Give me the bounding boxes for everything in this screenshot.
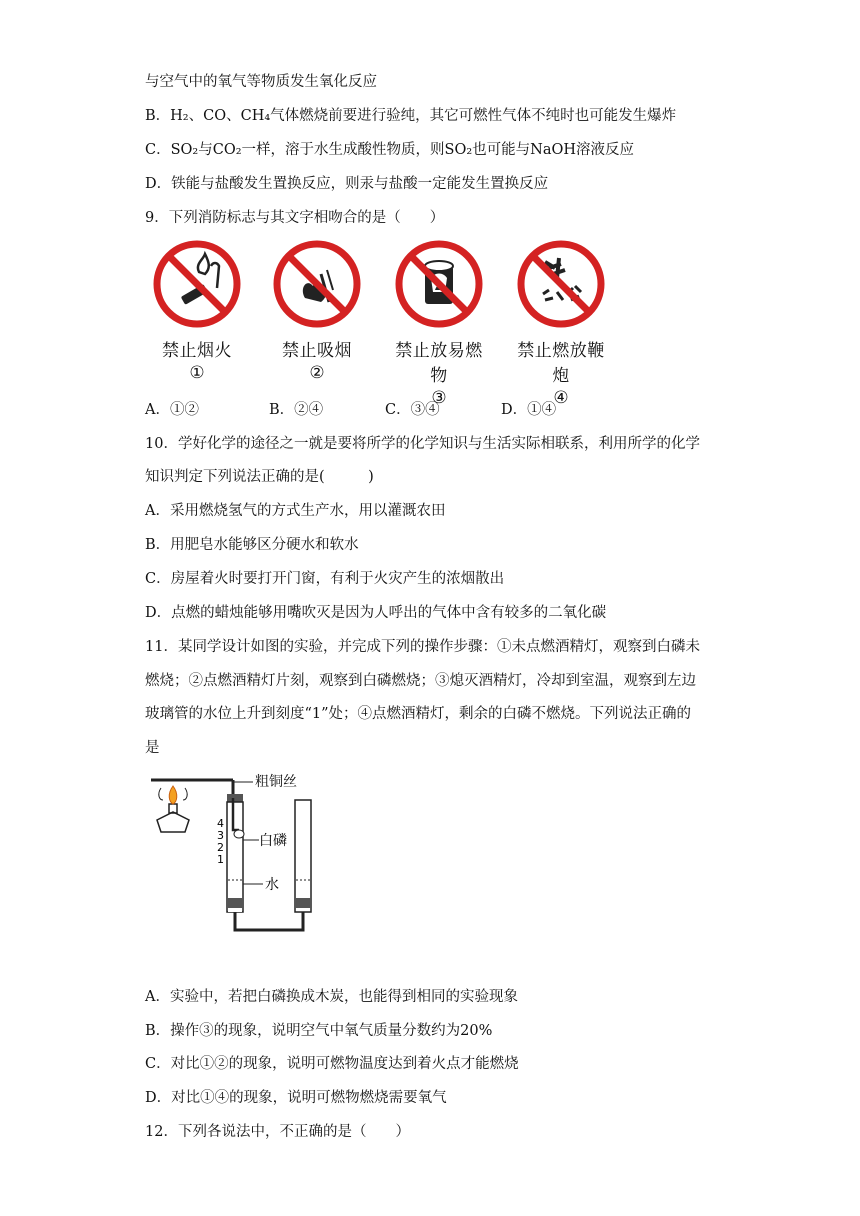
q9-option-c: C．③④ xyxy=(385,402,440,418)
water-label: 水 xyxy=(265,877,279,893)
sign-number: ① xyxy=(189,363,205,383)
q8-option-b: B．H₂、CO、CH₄气体燃烧前要进行验纯，其它可燃性气体不纯时也可能发生爆炸 xyxy=(145,108,677,124)
q9-stem: 9．下列消防标志与其文字相吻合的是（ ） xyxy=(145,210,445,226)
q11-option-d: D．对比①④的现象，说明可燃物燃烧需要氧气 xyxy=(145,1090,447,1106)
scale-mark: 1 xyxy=(217,853,224,866)
wire-label: 粗铜丝 xyxy=(255,774,297,790)
q10-option-a: A．采用燃烧氢气的方式生产水，用以灌溉农田 xyxy=(145,503,446,519)
scale-mark: 3 xyxy=(217,829,224,842)
q11-option-a: A．实验中，若把白磷换成木炭，也能得到相同的实验现象 xyxy=(145,989,518,1005)
q11-option-b: B．操作③的现象，说明空气中氧气质量分数约为20% xyxy=(145,1023,493,1039)
sign-no-flammables xyxy=(389,238,489,408)
q11-stem-line1: 11．某同学设计如图的实验，并完成下列的操作步骤：①未点燃酒精灯，观察到白磷未 xyxy=(145,639,700,655)
no-smoking-sign-icon xyxy=(271,238,363,330)
sign-number: ③ xyxy=(431,388,447,408)
fire-safety-signs xyxy=(147,238,607,408)
q10-option-d: D．点燃的蜡烛能够用嘴吹灭是因为人呼出的气体中含有较多的二氧化碳 xyxy=(145,605,607,621)
q12-stem: 12．下列各说法中，不正确的是（ ） xyxy=(145,1124,410,1140)
sign-no-firecrackers xyxy=(511,238,611,408)
q8-option-d: D．铁能与盐酸发生置换反应，则汞与盐酸一定能发生置换反应 xyxy=(145,176,549,192)
right-glass-tube xyxy=(295,800,311,912)
rubber-connector-tube xyxy=(235,912,303,930)
sign-no-smoking xyxy=(267,238,367,383)
q11-stem-line3: 玻璃管的水位上升到刻度“1”处；④点燃酒精灯，剩余的白磷不燃烧。下列说法正确的 xyxy=(145,706,692,722)
scale-mark: 2 xyxy=(217,841,224,854)
sign-label: 禁止吸烟 xyxy=(282,341,352,361)
q8-continued-text: 与空气中的氧气等物质发生氧化反应 xyxy=(145,74,377,90)
q10-option-c: C．房屋着火时要打开门窗，有利于火灾产生的浓烟散出 xyxy=(145,571,505,587)
q9-option-d: D．①④ xyxy=(501,402,557,418)
sign-label: 禁止燃放鞭炮 xyxy=(517,341,605,386)
sign-label: 禁止烟火 xyxy=(162,341,232,361)
alcohol-lamp-icon xyxy=(157,786,189,832)
no-firecrackers-sign-icon xyxy=(515,238,607,330)
q10-stem-line1: 10．学好化学的途径之一就是要将所学的化学知识与生活实际相联系，利用所学的化学 xyxy=(145,436,700,452)
no-flammables-sign-icon xyxy=(393,238,485,330)
q9-option-b: B．②④ xyxy=(269,402,324,418)
q10-stem-line2: 知识判定下列说法正确的是( ) xyxy=(145,469,374,485)
q11-option-c: C．对比①②的现象，说明可燃物温度达到着火点才能燃烧 xyxy=(145,1056,519,1072)
q8-option-c: C．SO₂与CO₂一样，溶于水生成酸性物质，则SO₂也可能与NaOH溶液反应 xyxy=(145,142,635,158)
no-fire-sign-icon xyxy=(151,238,243,330)
sign-label: 禁止放易燃物 xyxy=(395,341,483,386)
q9-option-a: A．①② xyxy=(145,402,199,418)
q11-apparatus-figure xyxy=(147,770,347,940)
sign-number: ④ xyxy=(553,388,569,408)
sign-number: ② xyxy=(309,363,325,383)
left-glass-tube xyxy=(227,794,244,912)
q11-stem-line2: 燃烧；②点燃酒精灯片刻，观察到白磷燃烧；③熄灭酒精灯，冷却到室温，观察到左边 xyxy=(145,673,696,689)
q10-option-b: B．用肥皂水能够区分硬水和软水 xyxy=(145,537,359,553)
sign-no-fire xyxy=(147,238,247,383)
scale-mark: 4 xyxy=(217,817,224,830)
phosphorus-label: 白磷 xyxy=(259,833,287,849)
experiment-apparatus-diagram xyxy=(147,770,347,940)
q11-stem-line4: 是 xyxy=(145,740,160,756)
